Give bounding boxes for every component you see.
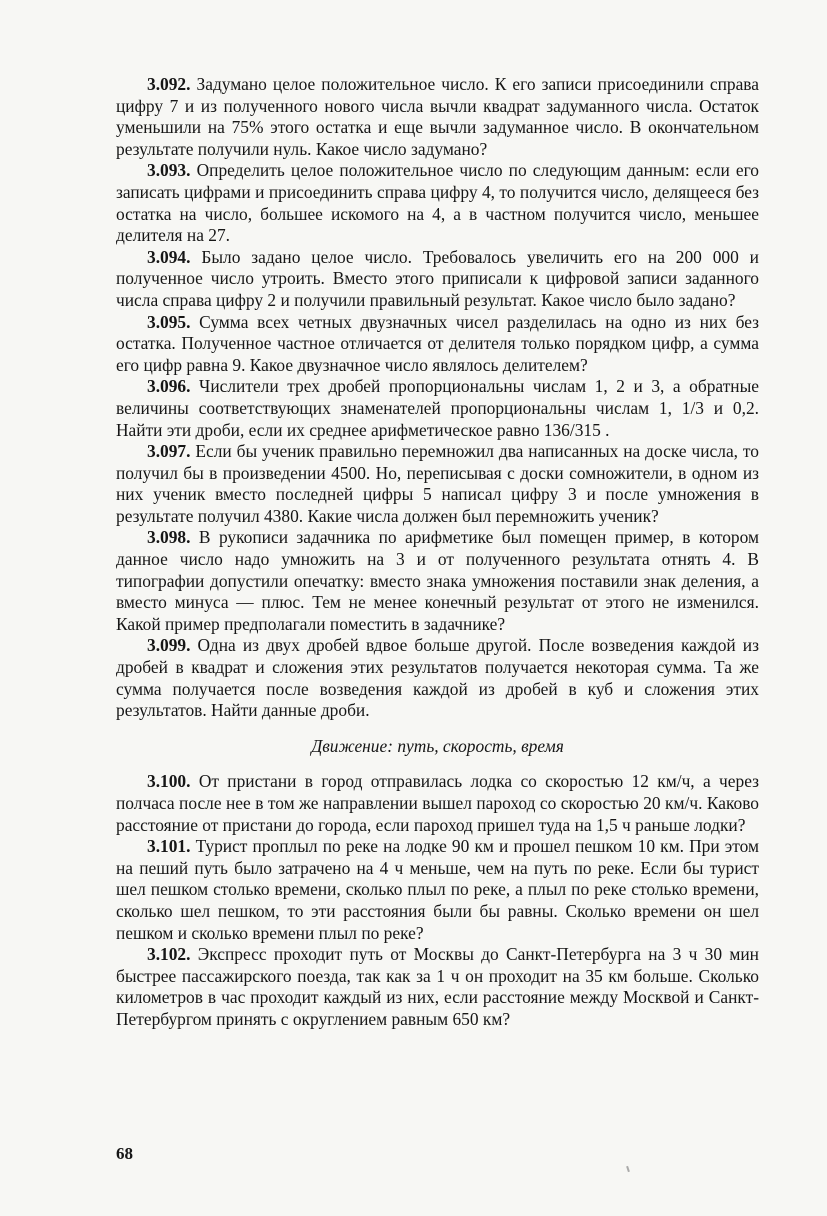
- problem-number: 3.098.: [147, 527, 191, 548]
- page-content: [116, 74, 759, 1031]
- problem-text: Турист проплыл по реке на лодке 90 км и прошел пешком 10 км. При этом на пеший путь было затрачено на 4 ч меньше, чем на путь по реке. Если бы турист шел пешком столько времени, сколько плыл по реке, а плыл по реке столько времени, сколько шел пешком, то эти расстояния были бы равны. Сколько времени он шел пешком и сколько времени плыл по реке?: [116, 836, 759, 943]
- problem-number: 3.097.: [147, 441, 191, 462]
- problem-text: Было задано целое число. Требовалось увеличить его на 200 000 и полученное число утроить. Вместо этого приписали к цифровой записи заданного числа справа цифру 2 и получили правильный результат. Какое число было задано?: [116, 246, 759, 310]
- problem-text: Одна из двух дробей вдвое больше другой. После возведения каждой из дробей в квадрат и сложения этих результатов получается некоторая сумма. Та же сумма получается после возведения каждой из дробей в куб и сложения этих результатов. Найти данные дроби.: [116, 635, 759, 721]
- problem-number: 3.096.: [147, 376, 191, 397]
- problem-3-102: [116, 944, 759, 1030]
- problem-number: 3.093.: [147, 160, 191, 181]
- problem-number: 3.101.: [147, 836, 191, 857]
- problem-text: Определить целое положительное число по следующим данным: если его записать цифрами и присоединить справа цифру 4, то получится число, делящееся без остатка на число, большее искомого на 4, а в частном получится число, меньшее делителя на 27.: [116, 160, 759, 246]
- problem-number: 3.102.: [147, 944, 191, 965]
- problem-text: Экспресс проходит путь от Москвы до Санкт-Петербурга на 3 ч 30 мин быстрее пассажирского поезда, так как за 1 ч он проходит на 35 км больше. Сколько километров в час проходит каждый из них, если расстояние между Москвой и Санкт-Петербургом принять с округлением равным 650 км?: [116, 944, 759, 1029]
- problem-number: 3.094.: [147, 246, 191, 267]
- problem-text: Числители трех дробей пропорциональны числам 1, 2 и 3, а обратные величины соответствующих знаменателей пропорциональны числам 1, 1/3 и 0,2. Найти эти дроби, если их среднее арифметическое равно 136/315 .: [116, 376, 759, 440]
- problem-text: Задумано целое положительное число. К его записи присоединили справа цифру 7 и из полученного нового числа вычли квадрат задуманного числа. Остаток уменьшили на 75% этого остатка и еще вычли задуманное число. В окончательном результате получили нуль. Какое число задумано?: [116, 74, 759, 159]
- problem-3-098: [116, 527, 759, 635]
- problem-number: 3.099.: [147, 635, 191, 656]
- scan-speck: [626, 1166, 630, 1172]
- problem-number: 3.092.: [147, 74, 191, 94]
- problem-number: 3.095.: [147, 311, 191, 332]
- problem-text: Если бы ученик правильно перемножил два написанных на доске числа, то получил бы в произведении 4500. Но, переписывая с доски сомножители, в одном из них ученик вместо последней цифры 5 написал цифру 3 и после умножения в результате получил 4380. Какие числа должен был перемножить ученик?: [116, 441, 759, 526]
- problem-3-099: [116, 635, 759, 721]
- problem-3-095: [116, 312, 759, 377]
- page-number: 68: [116, 1144, 133, 1163]
- problem-3-101: [116, 836, 759, 944]
- problem-3-100: [116, 771, 759, 836]
- problem-text: От пристани в город отправилась лодка со скоростью 12 км/ч, а через полчаса после нее в том же направлении вышел пароход со скоростью 20 км/ч. Каково расстояние от пристани до города, если пароход пришел туда на 1,5 ч раньше лодки?: [116, 771, 759, 835]
- problem-3-093: [116, 160, 759, 246]
- problem-3-097: [116, 441, 759, 527]
- problem-3-094: [116, 247, 759, 312]
- problem-number: 3.100.: [147, 771, 191, 792]
- problem-text: Сумма всех четных двузначных чисел разделилась на одно из них без остатка. Полученное частное отличается от делителя только порядком цифр, а сумма его цифр равна 9. Какое двузначное число являлось делителем?: [116, 311, 759, 375]
- problem-3-092: [116, 74, 759, 160]
- section-title: Движение: путь, скорость, время: [311, 735, 564, 756]
- problem-3-096: [116, 376, 759, 441]
- problem-text: В рукописи задачника по арифметике был помещен пример, в котором данное число надо умножить на 3 и от полученного результата отнять 4. В типографии допустили опечатку: вместо знака умножения поставили знак деления, а вместо минуса — плюс. Тем не менее конечный результат от этого не изменился. Какой пример предполагали поместить в задачнике?: [116, 527, 759, 634]
